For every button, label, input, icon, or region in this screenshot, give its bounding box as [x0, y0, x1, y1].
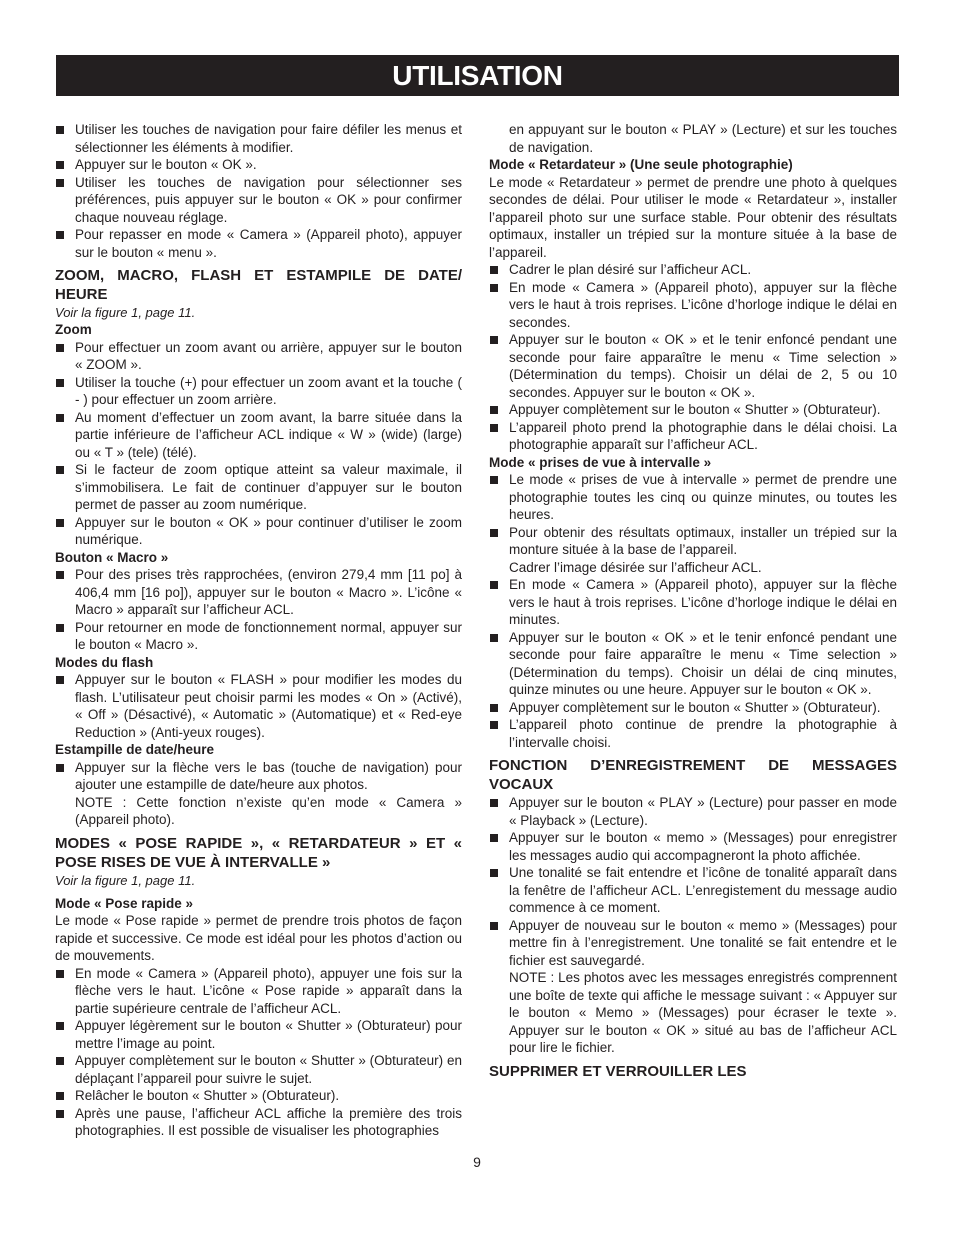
- subsection-heading: Mode « Pose rapide »: [55, 895, 194, 911]
- bullet-item: Pour des prises très rapprochées, (environ 279,4 mm [11 po] à 406,4 mm [16 po]), appuyer sur le bouton « Macro ». L’icône « Macro » apparaît sur l’afficheur ACL.: [55, 566, 462, 619]
- section-heading: SUPPRIMER ET VERROUILLER LES: [489, 1062, 747, 1080]
- paragraph: Le mode « Retardateur » permet de prendre une photo à quelques secondes de délai. Pour utiliser le mode « Retardateur », installer l’appareil photo sur une surface stable. Pour obtenir des résultats optimaux, installer un trépied sur la monture située à la base de l’appareil.: [489, 174, 897, 260]
- paragraph: Le mode « Pose rapide » permet de prendre trois photos de façon rapide et successive. Ce mode est idéal pour les photos d’action ou de mouvements.: [55, 913, 462, 963]
- bullet-item: Appuyer complètement sur le bouton « Shutter » (Obturateur).: [489, 401, 897, 419]
- bullet-item: Appuyer légèrement sur le bouton « Shutter » (Obturateur) pour mettre l’image au point.: [55, 1017, 462, 1052]
- bullet-item: Appuyer sur le bouton « FLASH » pour modifier les modes du flash. L’utilisateur peut choisir parmi les modes « On » (Activé), « Off » (Désactivé), « Automatic » (Automatique) et « Red-eye Reduction » (Anti-yeux rouges).: [55, 671, 462, 741]
- bullet-item: Appuyer sur le bouton « OK » et le tenir enfoncé pendant une seconde pour faire apparaître le menu « Time selection » (Détermination du temps). Choisir un délai de 2, 5 ou 10 secondes. Appuyer sur le bouton « OK ».: [489, 331, 897, 401]
- bullet-continuation: NOTE : Les photos avec les messages enregistrés comprennent une boîte de texte qui affiche le message suivant : « Appuyer sur le bouton « Memo » (Messages) pour écraser le texte ». Appuyer sur le bouton « OK » situé au bas de l’afficheur ACL pour lire le fichier.: [509, 970, 897, 1055]
- subsection-heading: Modes du flash: [55, 654, 154, 670]
- subsection-heading: Mode « Retardateur » (Une seule photographie): [489, 157, 793, 172]
- bullet-item: Relâcher le bouton « Shutter » (Obturateur).: [55, 1087, 462, 1105]
- bullet-item: Appuyer sur le bouton « PLAY » (Lecture) pour passer en mode « Playback » (Lecture).: [489, 794, 897, 829]
- bullet-item: Cadrer le plan désiré sur l’afficheur ACL.: [489, 261, 897, 279]
- bullet-item: Pour retourner en mode de fonctionnement normal, appuyer sur le bouton « Macro ».: [55, 619, 462, 654]
- bullet-item: En mode « Camera » (Appareil photo), appuyer une fois sur la flèche vers le haut. L’icône « Pose rapide » apparaît dans la partie supérieure centrale de l’afficheur ACL.: [55, 965, 462, 1018]
- bullet-item: Si le facteur de zoom optique atteint sa valeur maximale, il s’immobilisera. Le fait de continuer d’appuyer sur le bouton permet de passer au zoom numérique.: [55, 461, 462, 514]
- bullet-item: Appuyer sur la flèche vers le bas (touche de navigation) pour ajouter une estampille de date/heure aux photos.: [55, 759, 462, 794]
- section-heading: MODES « POSE RAPIDE », « RETARDATEUR » ET « POSE RISES DE VUE À INTERVALLE »: [55, 834, 462, 871]
- bullet-item: Une tonalité se fait entendre et l’icône de tonalité apparaît dans la fenêtre de l’afficheur ACL. L’enregistement du message audio commence à ce moment.: [489, 864, 897, 917]
- section-heading: FONCTION D’ENREGISTREMENT DE MESSAGES VOCAUX: [489, 757, 897, 793]
- bullet-item: Pour effectuer un zoom avant ou arrière, appuyer sur le bouton « ZOOM ».: [55, 339, 462, 374]
- bullet-continuation: Cadrer l’image désirée sur l’afficheur ACL.: [509, 559, 762, 575]
- bullet-item: L’appareil photo prend la photographie dans le délai choisi. La photographie apparaît sur l’afficheur ACL.: [489, 419, 897, 454]
- bullet-item: Appuyer sur le bouton « memo » (Messages) pour enregistrer les messages audio qui accompagneront la photo affichée.: [489, 829, 897, 864]
- bullet-item: En mode « Camera » (Appareil photo), appuyer sur la flèche vers le haut à trois reprises. L’icône d’horloge indique le délai en secondes.: [489, 279, 897, 332]
- page-title: UTILISATION: [392, 60, 563, 91]
- page-header-banner: [56, 55, 899, 96]
- section-heading: ZOOM, MACRO, FLASH ET ESTAMPILE DE DATE/ HEURE: [55, 267, 462, 303]
- subsection-heading: Estampille de date/heure: [55, 742, 215, 757]
- bullet-item: Appuyer complètement sur le bouton « Shutter » (Obturateur) en déplaçant l’appareil pour suivre le sujet.: [55, 1052, 462, 1087]
- bullet-item: Le mode « prises de vue à intervalle » permet de prendre une photographie toutes les cinq ou quinze minutes, ou toutes les heures.: [489, 471, 897, 524]
- bullet-item: Pour obtenir des résultats optimaux, installer un trépied sur la monture située à la base de l’appareil.: [489, 524, 897, 559]
- right-column: [489, 121, 897, 1081]
- bullet-item: Appuyer de nouveau sur le bouton « memo » (Messages) pour mettre fin à l’enregistrement. Une tonalité se fait entendre et le fichier est sauvegardé.: [489, 917, 897, 970]
- bullet-item: Appuyer sur le bouton « OK ».: [55, 156, 462, 174]
- left-column: [55, 121, 462, 1140]
- bullet-item: Appuyer sur le bouton « OK » et le tenir enfoncé pendant une seconde pour faire apparaître le menu « Time selection » (Détermination du temps). Choisir un délai de cinq minutes, quinze minutes ou une heure. Appuyer sur le bouton « OK ».: [489, 629, 897, 699]
- subsection-heading: Zoom: [55, 322, 92, 337]
- figure-reference: Voir la figure 1, page 11.: [55, 305, 196, 320]
- bullet-item: Pour repasser en mode « Camera » (Appareil photo), appuyer sur le bouton « menu ».: [55, 226, 462, 261]
- bullet-item: Appuyer sur le bouton « OK » pour continuer d’utiliser le zoom numérique.: [55, 514, 462, 549]
- bullet-item: Utiliser les touches de navigation pour sélectionner ses préférences, puis appuyer sur le bouton « OK » pour confirmer chaque nouveau réglage.: [55, 174, 462, 227]
- bullet-item: En mode « Camera » (Appareil photo), appuyer sur la flèche vers le haut à trois reprises. L’icône d’horloge indique le délai en minutes.: [489, 576, 897, 629]
- bullet-continuation: NOTE : Cette fonction n’existe qu’en mode « Camera » (Appareil photo).: [75, 794, 462, 827]
- bullet-item: Après une pause, l’afficheur ACL affiche la première des trois photographies. Il est possible de visualiser les photographies: [55, 1105, 462, 1140]
- bullet-item: Utiliser les touches de navigation pour faire défiler les menus et sélectionner les éléments à modifier.: [55, 121, 462, 156]
- subsection-heading: Mode « prises de vue à intervalle »: [489, 454, 712, 470]
- page-number: 9: [473, 1154, 481, 1170]
- bullet-item: L’appareil photo continue de prendre la photographie à l’intervalle choisi.: [489, 716, 897, 751]
- subsection-heading: Bouton « Macro »: [55, 549, 169, 565]
- bullet-item: Utiliser la touche (+) pour effectuer un zoom avant et la touche ( - ) pour effectuer un zoom arrière.: [55, 374, 462, 409]
- bullet-item: Appuyer complètement sur le bouton « Shutter » (Obturateur).: [489, 699, 897, 717]
- bullet-continuation: en appuyant sur le bouton « PLAY » (Lecture) et sur les touches de navigation.: [509, 122, 897, 155]
- figure-reference: Voir la figure 1, page 11.: [55, 872, 196, 888]
- bullet-item: Au moment d’effectuer un zoom avant, la barre située dans la partie inférieure de l’afficheur ACL indique « W » (wide) (large) ou « T » (tele) (télé).: [55, 409, 462, 462]
